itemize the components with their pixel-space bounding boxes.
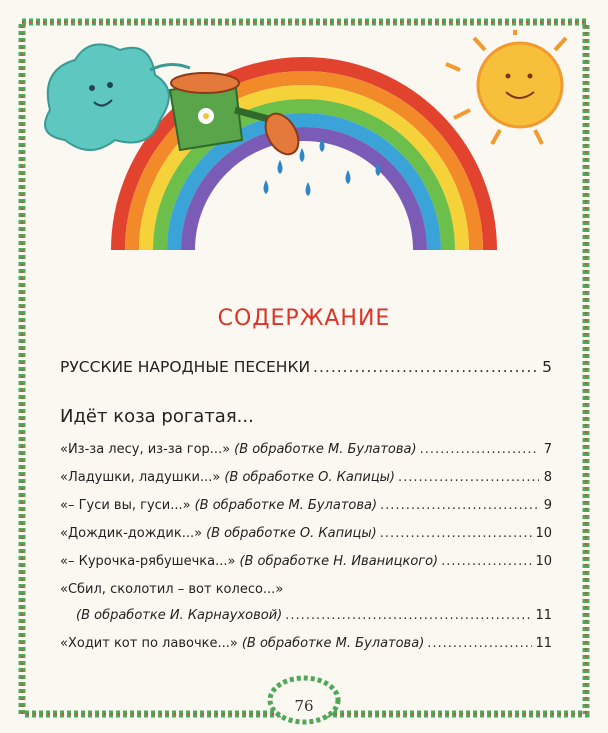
toc-leader: [285, 608, 532, 623]
toc-entry[interactable]: [60, 526, 552, 541]
toc-entry[interactable]: [60, 636, 552, 651]
toc-entry[interactable]: [60, 498, 552, 513]
toc-entry-editor: (В обработке М. Булатова): [234, 442, 417, 457]
page-number: 76: [294, 697, 314, 715]
contents-title: СОДЕРЖАНИЕ: [217, 306, 391, 331]
toc-entry-label: «Из-за лесу, из-за гор...»: [60, 442, 231, 457]
toc-entry-label: «Сбил, сколотил – вот колесо...»: [60, 582, 284, 597]
toc-leader: [398, 470, 539, 485]
toc-page-number: 11: [535, 608, 552, 623]
toc-leader: [427, 636, 532, 651]
toc-entry[interactable]: [60, 582, 552, 597]
rainbow-illustration: [30, 30, 578, 280]
toc-entry[interactable]: [60, 470, 552, 485]
toc-entry-editor: (В обработке О. Капицы): [206, 526, 377, 541]
toc-entry-editor: (В обработке М. Булатова): [241, 636, 425, 651]
toc-entry-continuation[interactable]: [76, 608, 552, 623]
toc-entry[interactable]: [60, 554, 552, 569]
toc-entry-editor: (В обработке М. Булатова): [194, 498, 378, 513]
toc-page-number: 11: [535, 636, 552, 651]
toc-page-number: 8: [543, 470, 552, 485]
toc-leader: [313, 358, 539, 376]
toc-entry-label: «Ходит кот по лавочке...»: [60, 636, 238, 651]
toc-entry-label: «– Гуси вы, гуси...»: [60, 498, 191, 513]
section-heading: Идёт коза рогатая...: [60, 406, 254, 427]
toc-page-number: 7: [543, 442, 552, 457]
toc-entry-label: «Ладушки, ладушки...»: [60, 470, 221, 485]
sun-icon: [446, 30, 566, 144]
toc-page-number: 10: [535, 526, 552, 541]
toc-entry-major[interactable]: [60, 358, 552, 376]
toc-leader: [380, 498, 539, 513]
toc-leader: [441, 554, 532, 569]
toc-page-number: 9: [543, 498, 552, 513]
toc-entry[interactable]: [60, 442, 552, 457]
toc-leader: [380, 526, 533, 541]
toc-entry-label: РУССКИЕ НАРОДНЫЕ ПЕСЕНКИ: [60, 358, 311, 376]
toc-page-number: 5: [542, 358, 552, 376]
toc-entry-editor: (В обработке И. Карнауховой): [76, 608, 283, 623]
toc-page-number: 10: [535, 554, 552, 569]
toc-entry-label: «– Курочка-рябушечка...»: [60, 554, 236, 569]
toc-entry-editor: (В обработке О. Капицы): [224, 470, 396, 485]
toc-entry-label: «Дождик-дождик...»: [60, 526, 203, 541]
toc-entry-editor: (В обработке Н. Иваницкого): [239, 554, 439, 569]
toc-leader: [420, 442, 539, 457]
